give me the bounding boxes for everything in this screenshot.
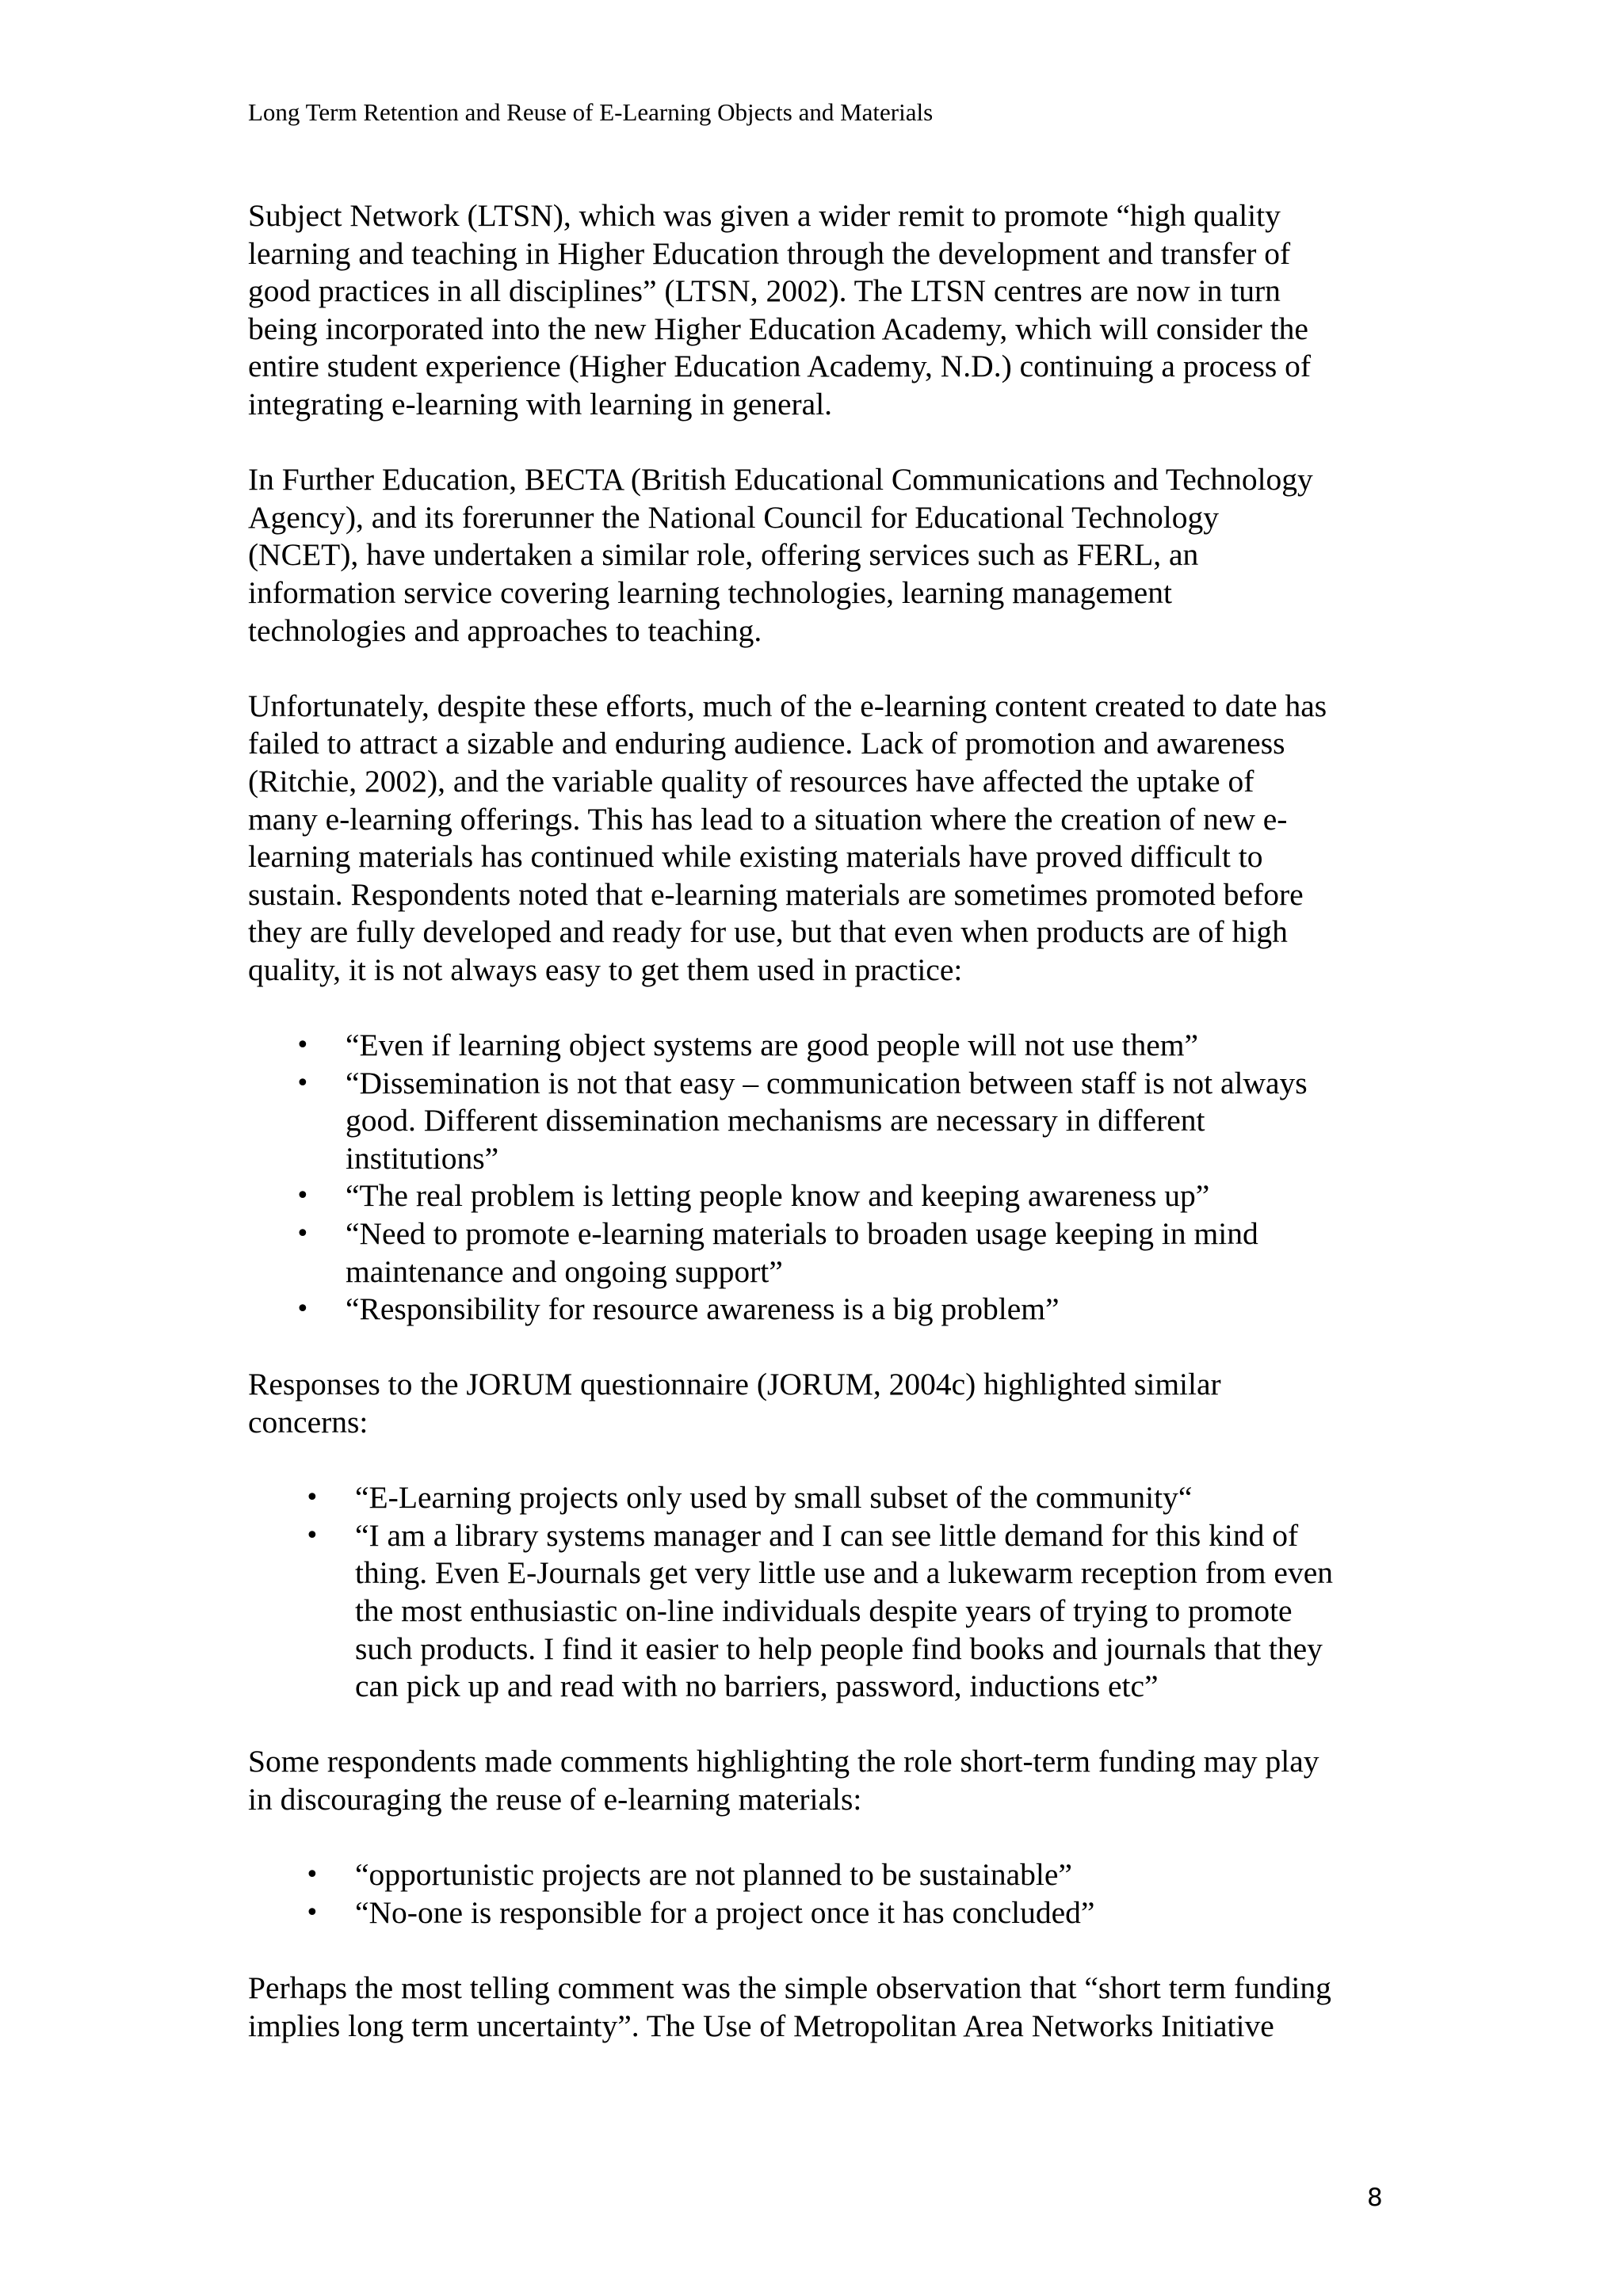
bullet-icon: • <box>296 1032 310 1060</box>
paragraph-ltsn <box>248 197 1405 424</box>
text-line: learning materials has continued while existing materials have proved difficult to <box>248 839 1263 875</box>
text-line: failed to attract a sizable and enduring audience. Lack of promotion and awareness <box>248 726 1285 761</box>
list-item <box>248 1479 1405 1517</box>
text-line: Agency), and its forerunner the National Council for Educational Technology <box>248 499 1220 535</box>
list-item <box>248 1065 1405 1178</box>
text-line: (NCET), have undertaken a similar role, offering services such as FERL, an <box>248 537 1199 573</box>
text-line: integrating e-learning with learning in general. <box>248 386 833 421</box>
text-line: “Responsibility for resource awareness is a big problem” <box>346 1291 1060 1327</box>
text-line: “Even if learning object systems are good people will not use them” <box>346 1028 1199 1063</box>
text-line: being incorporated into the new Higher Education Academy, which will consider the <box>248 311 1308 346</box>
bullet-icon: • <box>305 1484 319 1512</box>
text-line: can pick up and read with no barriers, password, inductions etc” <box>355 1669 1159 1704</box>
bullet-icon: • <box>296 1220 310 1249</box>
text-line: entire student experience (Higher Education Academy, N.D.) continuing a process of <box>248 349 1312 384</box>
text-line: “Dissemination is not that easy – communication between staff is not always <box>346 1065 1308 1100</box>
body-text <box>248 197 1405 2083</box>
running-header: Long Term Retention and Reuse of E-Learning Objects and Materials <box>248 98 934 126</box>
bullet-icon: • <box>305 1898 319 1927</box>
text-line: quality, it is not always easy to get them used in practice: <box>248 952 963 987</box>
text-line: “No-one is responsible for a project once it has concluded” <box>355 1894 1095 1930</box>
text-line: thing. Even E-Journals get very little use and a lukewarm reception from even <box>355 1555 1333 1591</box>
list-item <box>248 1027 1405 1065</box>
list-item <box>248 1215 1405 1291</box>
text-line: good practices in all disciplines” (LTSN, 2002). The LTSN centres are now in turn <box>248 273 1281 309</box>
text-line: institutions” <box>346 1140 499 1176</box>
paragraph-audience <box>248 688 1405 990</box>
text-line: learning and teaching in Higher Education through the development and transfer of <box>248 235 1291 271</box>
text-line: information service covering learning technologies, learning management <box>248 574 1172 610</box>
text-line: “E-Learning projects only used by small subset of the community“ <box>355 1480 1193 1516</box>
page-number: 8 <box>1367 2183 1383 2212</box>
text-line: “Need to promote e-learning materials to broaden usage keeping in mind <box>346 1216 1258 1252</box>
bullet-icon: • <box>305 1861 319 1890</box>
text-line: such products. I find it easier to help people find books and journals that they <box>355 1630 1323 1666</box>
list-item <box>248 1177 1405 1215</box>
text-line: “The real problem is letting people know and keeping awareness up” <box>346 1178 1210 1214</box>
funding-quote-list <box>248 1856 1405 1932</box>
bullet-icon: • <box>296 1069 310 1097</box>
text-line: Some respondents made comments highlighting the role short-term funding may play <box>248 1744 1319 1779</box>
text-line: Unfortunately, despite these efforts, much of the e-learning content created to date has <box>248 688 1327 723</box>
text-line: technologies and approaches to teaching. <box>248 612 762 648</box>
list-item <box>248 1856 1405 1894</box>
text-line: Perhaps the most telling comment was the simple observation that “short term funding <box>248 1970 1331 2005</box>
paragraph-jorum <box>248 1366 1405 1441</box>
text-line: In Further Education, BECTA (British Educational Communications and Technology <box>248 462 1313 498</box>
paragraph-further-education <box>248 461 1405 650</box>
bullet-icon: • <box>296 1182 310 1211</box>
text-line: Responses to the JORUM questionnaire (JORUM, 2004c) highlighted similar <box>248 1367 1221 1402</box>
jorum-quote-list <box>248 1479 1405 1706</box>
text-line: maintenance and ongoing support” <box>346 1253 783 1289</box>
text-line: concerns: <box>248 1405 369 1440</box>
text-line: the most enthusiastic on-line individuals despite years of trying to promote <box>355 1592 1293 1628</box>
text-line: implies long term uncertainty”. The Use of Metropolitan Area Networks Initiative <box>248 2008 1274 2043</box>
text-line: in discouraging the reuse of e-learning materials: <box>248 1781 862 1817</box>
text-line: sustain. Respondents noted that e-learning materials are sometimes promoted before <box>248 876 1304 912</box>
list-item <box>248 1517 1405 1706</box>
text-line: many e-learning offerings. This has lead to a situation where the creation of new e- <box>248 801 1288 837</box>
bullet-icon: • <box>305 1521 319 1550</box>
text-line: (Ritchie, 2002), and the variable quality of resources have affected the uptake of <box>248 763 1254 799</box>
text-line: “opportunistic projects are not planned to be sustainable” <box>355 1857 1072 1893</box>
awareness-quote-list <box>248 1027 1405 1329</box>
text-line: “I am a library systems manager and I can see little demand for this kind of <box>355 1517 1299 1553</box>
text-line: good. Different dissemination mechanisms are necessary in different <box>346 1103 1205 1138</box>
paragraph-funding <box>248 1743 1405 1818</box>
list-item <box>248 1291 1405 1329</box>
bullet-icon: • <box>296 1295 310 1324</box>
text-line: they are fully developed and ready for use, but that even when products are of high <box>248 914 1288 950</box>
paragraph-uncertainty <box>248 1970 1405 2045</box>
text-line: Subject Network (LTSN), which was given a wider remit to promote “high quality <box>248 198 1281 233</box>
list-item <box>248 1894 1405 1932</box>
